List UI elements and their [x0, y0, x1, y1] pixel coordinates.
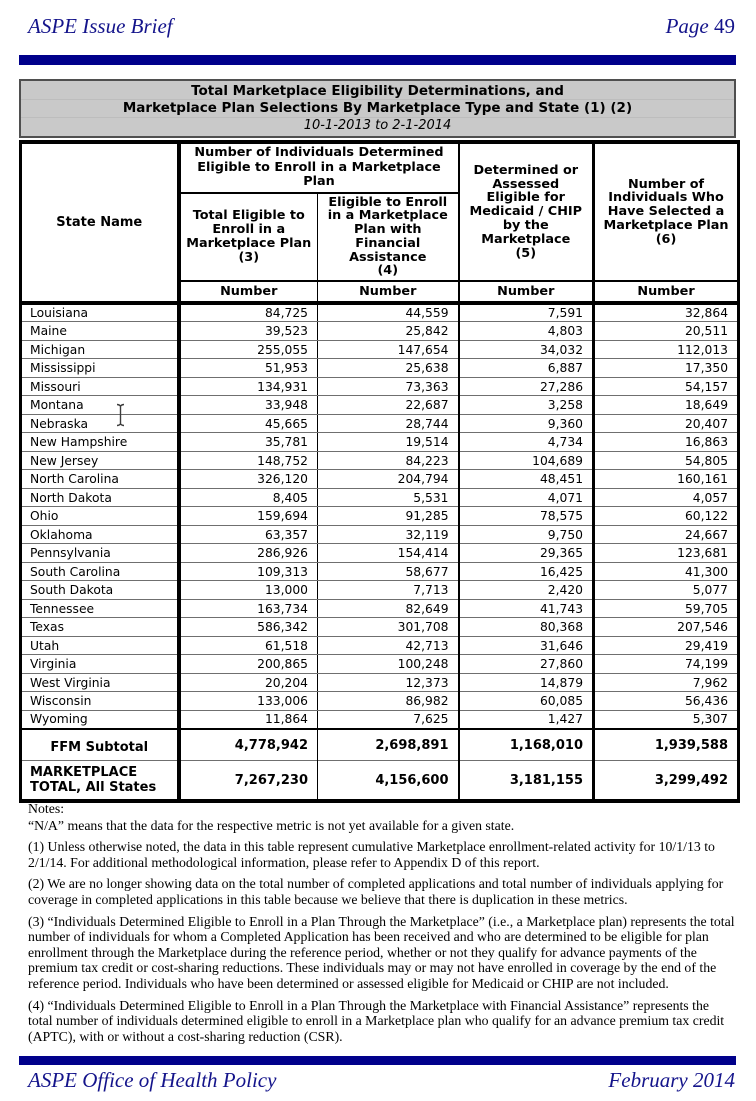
total-eligible-cell: 163,734 [179, 599, 318, 618]
subtotal-value: 1,939,588 [594, 729, 739, 761]
table-row [21, 692, 739, 711]
selected-plan-cell: 7,962 [594, 673, 739, 692]
table-row [21, 303, 739, 322]
financial-assistance-cell: 301,708 [318, 618, 459, 637]
total-eligible-cell: 133,006 [179, 692, 318, 711]
table-row [21, 396, 739, 415]
table-row [21, 618, 739, 637]
unit-header: Number [318, 281, 459, 303]
medicaid-header-tag: (5) [515, 245, 537, 261]
medicaid-chip-cell: 9,750 [459, 525, 594, 544]
medicaid-chip-cell: 1,427 [459, 710, 594, 729]
selected-plan-cell: 24,667 [594, 525, 739, 544]
subtotal-label: FFM Subtotal [21, 729, 179, 761]
total-eligible-cell: 11,864 [179, 710, 318, 729]
total-value: 7,267,230 [179, 761, 318, 801]
total-eligible-cell: 20,204 [179, 673, 318, 692]
medicaid-chip-cell: 78,575 [459, 507, 594, 526]
table-row [21, 562, 739, 581]
footer-date: February 2014 [608, 1068, 735, 1092]
financial-header-tag: (4) [377, 263, 399, 279]
table-row [21, 359, 739, 378]
state-name-cell: West Virginia [21, 673, 179, 692]
total-eligible-cell: 39,523 [179, 322, 318, 341]
column-header-selected-plan [594, 142, 739, 281]
total-eligible-cell: 109,313 [179, 562, 318, 581]
financial-assistance-cell: 25,842 [318, 322, 459, 341]
page-footer [28, 1068, 735, 1093]
state-name-cell: New Hampshire [21, 433, 179, 452]
financial-assistance-cell: 12,373 [318, 673, 459, 692]
selected-plan-cell: 18,649 [594, 396, 739, 415]
state-name-cell: Texas [21, 618, 179, 637]
total-eligible-cell: 326,120 [179, 470, 318, 489]
medicaid-chip-cell: 80,368 [459, 618, 594, 637]
financial-assistance-cell: 204,794 [318, 470, 459, 489]
selected-plan-cell: 32,864 [594, 303, 739, 322]
column-header-state: State Name [21, 142, 179, 303]
unit-header: Number [459, 281, 594, 303]
total-eligible-cell: 61,518 [179, 636, 318, 655]
state-name-cell: Maine [21, 322, 179, 341]
financial-assistance-cell: 147,654 [318, 340, 459, 359]
total-value: 3,181,155 [459, 761, 594, 801]
medicaid-chip-cell: 29,365 [459, 544, 594, 563]
subtotal-value: 1,168,010 [459, 729, 594, 761]
financial-header-text: Eligible to Enroll in a Marketplace Plan with Financial Assistance [327, 194, 448, 265]
text-cursor-icon [115, 403, 126, 427]
page-header [28, 14, 735, 39]
medicaid-chip-cell: 3,258 [459, 396, 594, 415]
table-row [21, 599, 739, 618]
marketplace-total-row [21, 761, 739, 801]
medicaid-chip-cell: 27,860 [459, 655, 594, 674]
selected-plan-cell: 160,161 [594, 470, 739, 489]
table-row [21, 673, 739, 692]
state-name-cell: Tennessee [21, 599, 179, 618]
financial-assistance-cell: 91,285 [318, 507, 459, 526]
financial-assistance-cell: 42,713 [318, 636, 459, 655]
medicaid-chip-cell: 14,879 [459, 673, 594, 692]
total-eligible-cell: 8,405 [179, 488, 318, 507]
total-eligible-cell: 33,948 [179, 396, 318, 415]
medicaid-header-text: Determined or Assessed Eligible for Medicaid / CHIP by the Marketplace [469, 162, 583, 247]
table-row [21, 544, 739, 563]
selected-plan-cell: 20,511 [594, 322, 739, 341]
total-eligible-cell: 84,725 [179, 303, 318, 322]
total-value: 4,156,600 [318, 761, 459, 801]
table-row [21, 377, 739, 396]
total-label: MARKETPLACE TOTAL, All States [21, 761, 179, 801]
medicaid-chip-cell: 41,743 [459, 599, 594, 618]
notes-section [28, 801, 735, 1050]
state-name-cell: New Jersey [21, 451, 179, 470]
total-eligible-cell: 255,055 [179, 340, 318, 359]
selected-plan-cell: 74,199 [594, 655, 739, 674]
total-eligible-cell: 13,000 [179, 581, 318, 600]
state-name-cell: South Dakota [21, 581, 179, 600]
table-body [21, 303, 739, 729]
financial-assistance-cell: 22,687 [318, 396, 459, 415]
ffm-subtotal-row [21, 729, 739, 761]
financial-assistance-cell: 82,649 [318, 599, 459, 618]
note-paragraph: (1) Unless otherwise noted, the data in this table represent cumulative Marketplace enrollment-related activity for 10/1/13 to 2/1/14. For additional methodological information, please refer to Appendix D of this report. [28, 839, 715, 870]
column-group-header: Number of Individuals Determined Eligible to Enroll in a Marketplace Plan [179, 142, 459, 193]
header-rule [19, 55, 736, 65]
footer-office: ASPE Office of Health Policy [28, 1068, 277, 1092]
selected-header-tag: (6) [655, 231, 677, 247]
table-row [21, 525, 739, 544]
medicaid-chip-cell: 4,734 [459, 433, 594, 452]
total-eligible-cell: 200,865 [179, 655, 318, 674]
selected-plan-cell: 54,157 [594, 377, 739, 396]
medicaid-chip-cell: 4,071 [459, 488, 594, 507]
total-eligible-header-text: Total Eligible to Enroll in a Marketplace Plan [186, 208, 312, 251]
financial-assistance-cell: 32,119 [318, 525, 459, 544]
table-row [21, 488, 739, 507]
unit-header: Number [179, 281, 318, 303]
financial-assistance-cell: 5,531 [318, 488, 459, 507]
table-row [21, 470, 739, 489]
table-row [21, 507, 739, 526]
state-name-cell: Mississippi [21, 359, 179, 378]
selected-plan-cell: 41,300 [594, 562, 739, 581]
column-header-financial-assistance [318, 193, 459, 282]
subtotal-value: 4,778,942 [179, 729, 318, 761]
medicaid-chip-cell: 9,360 [459, 414, 594, 433]
medicaid-chip-cell: 16,425 [459, 562, 594, 581]
total-eligible-cell: 35,781 [179, 433, 318, 452]
financial-assistance-cell: 73,363 [318, 377, 459, 396]
table-row [21, 710, 739, 729]
table-title-box [19, 79, 736, 138]
state-name-cell: Pennsylvania [21, 544, 179, 563]
page-digits: 49 [714, 14, 735, 38]
total-eligible-cell: 134,931 [179, 377, 318, 396]
state-name-cell: Virginia [21, 655, 179, 674]
selected-header-text: Number of Individuals Who Have Selected a Marketplace Plan [603, 176, 729, 234]
note-paragraph: (2) We are no longer showing data on the total number of completed applications and total number of individuals applying for coverage in completed applications in this table because we believe that there is duplication in these metrics. [28, 876, 724, 907]
notes-heading: Notes: [28, 801, 65, 816]
selected-plan-cell: 60,122 [594, 507, 739, 526]
financial-assistance-cell: 19,514 [318, 433, 459, 452]
state-name-cell: Michigan [21, 340, 179, 359]
state-name-cell: Montana [21, 396, 179, 415]
table-title-line2: Marketplace Plan Selections By Marketplace Type and State (1) (2) [21, 99, 734, 117]
note-paragraph: (4) “Individuals Determined Eligible to Enroll in a Plan Through the Marketplace with Financial Assistance” represents the total number of individuals determined eligible to enroll in a Marketplace plan who qualify for an advance premium tax credit (APTC), with or without a cost-sharing reduction (CSR). [28, 997, 725, 1044]
column-header-total-eligible [179, 193, 318, 282]
table-row [21, 655, 739, 674]
subtotal-value: 2,698,891 [318, 729, 459, 761]
state-name-cell: Utah [21, 636, 179, 655]
selected-plan-cell: 4,057 [594, 488, 739, 507]
state-name-cell: Oklahoma [21, 525, 179, 544]
medicaid-chip-cell: 27,286 [459, 377, 594, 396]
financial-assistance-cell: 100,248 [318, 655, 459, 674]
page-number [666, 14, 735, 39]
state-name-cell: North Carolina [21, 470, 179, 489]
selected-plan-cell: 20,407 [594, 414, 739, 433]
total-eligible-cell: 51,953 [179, 359, 318, 378]
medicaid-chip-cell: 7,591 [459, 303, 594, 322]
selected-plan-cell: 56,436 [594, 692, 739, 711]
selected-plan-cell: 59,705 [594, 599, 739, 618]
medicaid-chip-cell: 2,420 [459, 581, 594, 600]
state-name-cell: South Carolina [21, 562, 179, 581]
table-row [21, 636, 739, 655]
note-paragraph: (3) “Individuals Determined Eligible to Enroll in a Plan Through the Marketplace” (i.e., a Marketplace plan) represents the total number of individuals for whom a Completed Application has been received and who are determined to be eligible for plan enrollment through the Marketplace during the reference period, whether or not they qualify for advance payments of the premium tax credit or cost-sharing reductions. These individuals may or may not have enrolled in coverage by the end of the reference period. Individuals who have been determined or assessed eligible for Medicaid or CHIP are not included. [28, 913, 735, 991]
total-eligible-cell: 148,752 [179, 451, 318, 470]
selected-plan-cell: 112,013 [594, 340, 739, 359]
financial-assistance-cell: 154,414 [318, 544, 459, 563]
selected-plan-cell: 5,307 [594, 710, 739, 729]
selected-plan-cell: 17,350 [594, 359, 739, 378]
total-eligible-cell: 159,694 [179, 507, 318, 526]
table-row [21, 581, 739, 600]
total-eligible-cell: 286,926 [179, 544, 318, 563]
table-title-line1: Total Marketplace Eligibility Determinations, and [191, 83, 564, 99]
financial-assistance-cell: 84,223 [318, 451, 459, 470]
notes-paragraphs [28, 818, 735, 1045]
note-paragraph: “N/A” means that the data for the respective metric is not yet available for a given state. [28, 817, 515, 833]
table-row [21, 322, 739, 341]
total-eligible-cell: 45,665 [179, 414, 318, 433]
table-totals [21, 729, 739, 801]
medicaid-chip-cell: 31,646 [459, 636, 594, 655]
medicaid-chip-cell: 34,032 [459, 340, 594, 359]
financial-assistance-cell: 25,638 [318, 359, 459, 378]
medicaid-chip-cell: 4,803 [459, 322, 594, 341]
total-eligible-cell: 63,357 [179, 525, 318, 544]
table-row [21, 433, 739, 452]
selected-plan-cell: 16,863 [594, 433, 739, 452]
selected-plan-cell: 29,419 [594, 636, 739, 655]
total-value: 3,299,492 [594, 761, 739, 801]
selected-plan-cell: 123,681 [594, 544, 739, 563]
table-row [21, 451, 739, 470]
table-title-date-range: 10-1-2013 to 2-1-2014 [21, 117, 734, 133]
table-header [21, 142, 739, 303]
brand-title: ASPE Issue Brief [28, 14, 173, 38]
total-eligible-cell: 586,342 [179, 618, 318, 637]
column-header-medicaid-chip [459, 142, 594, 281]
header-row-group [21, 142, 739, 193]
unit-header: Number [594, 281, 739, 303]
financial-assistance-cell: 28,744 [318, 414, 459, 433]
state-name-cell: North Dakota [21, 488, 179, 507]
state-name-cell: Wisconsin [21, 692, 179, 711]
selected-plan-cell: 54,805 [594, 451, 739, 470]
medicaid-chip-cell: 6,887 [459, 359, 594, 378]
state-name-cell: Missouri [21, 377, 179, 396]
total-eligible-header-tag: (3) [238, 249, 260, 265]
state-name-cell: Wyoming [21, 710, 179, 729]
financial-assistance-cell: 7,713 [318, 581, 459, 600]
financial-assistance-cell: 44,559 [318, 303, 459, 322]
financial-assistance-cell: 58,677 [318, 562, 459, 581]
medicaid-chip-cell: 48,451 [459, 470, 594, 489]
financial-assistance-cell: 86,982 [318, 692, 459, 711]
state-name-cell: Louisiana [21, 303, 179, 322]
page-label: Page [665, 14, 709, 38]
marketplace-data-table [19, 140, 740, 803]
medicaid-chip-cell: 104,689 [459, 451, 594, 470]
state-name-cell: Ohio [21, 507, 179, 526]
table-row [21, 414, 739, 433]
financial-assistance-cell: 7,625 [318, 710, 459, 729]
state-name-cell: Nebraska [21, 414, 179, 433]
medicaid-chip-cell: 60,085 [459, 692, 594, 711]
selected-plan-cell: 207,546 [594, 618, 739, 637]
selected-plan-cell: 5,077 [594, 581, 739, 600]
footer-rule [19, 1056, 736, 1065]
table-row [21, 340, 739, 359]
